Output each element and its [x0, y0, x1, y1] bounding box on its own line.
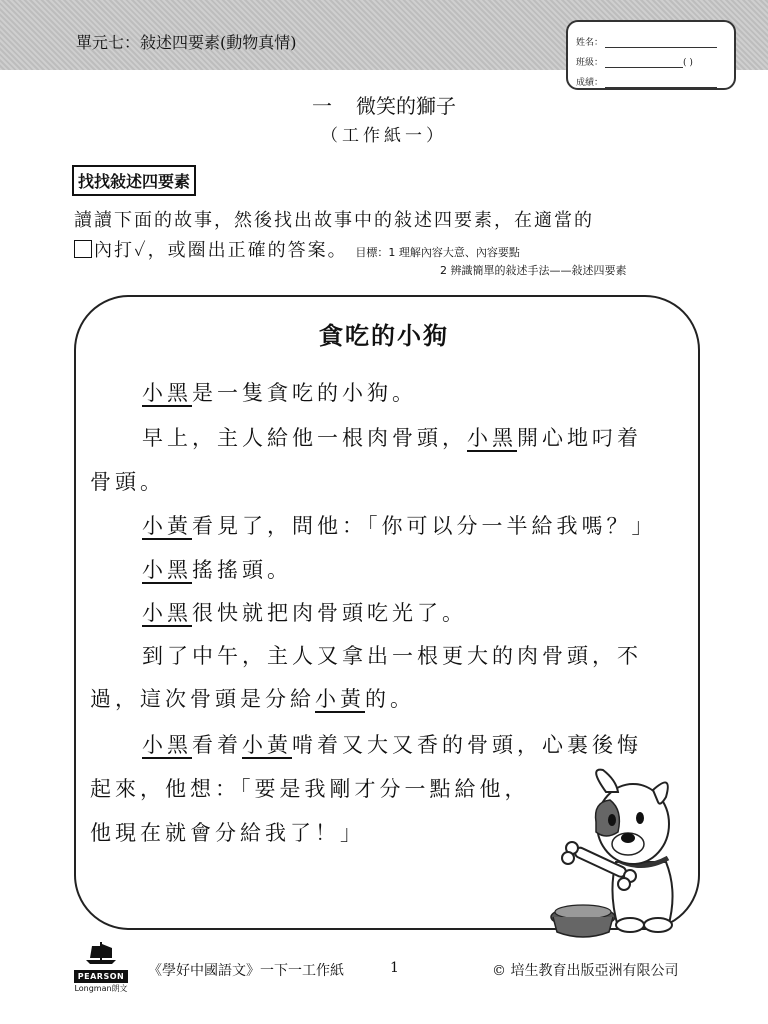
story-line-7: 到了中午，主人又拿出一根更大的肉骨頭，不 — [142, 644, 642, 668]
goal-1: 目標：1 理解內容大意、內容要點 — [355, 246, 520, 259]
story-text: 啃着又大又香的骨頭，心裏後悔 — [292, 733, 642, 757]
story-text: 搖搖頭。 — [192, 558, 292, 582]
name-field[interactable] — [605, 37, 717, 48]
page-number: 1 — [390, 960, 399, 976]
longman-wordmark: Longman朗文 — [74, 984, 128, 993]
lesson-number: 一 — [312, 94, 332, 118]
story-text: 早上，主人給他一根肉骨頭， — [142, 426, 467, 450]
lesson-name: 微笑的獅子 — [356, 94, 456, 118]
checkbox-icon — [74, 240, 92, 258]
score-field[interactable] — [605, 77, 717, 88]
instruction-line-2-text: 內打✓，或圈出正確的答案。 — [94, 240, 348, 261]
story-line-8 — [90, 683, 415, 713]
class-number-paren: ( ) — [683, 58, 693, 68]
story-line-11: 他現在就會分給我了！」 — [90, 821, 365, 845]
class-field[interactable] — [605, 57, 683, 68]
story-text: 看着 — [192, 733, 242, 757]
worksheet-label: （工作紙一） — [321, 126, 447, 146]
story-word: 小黑 — [142, 381, 192, 405]
name-label: 姓名： — [576, 38, 604, 48]
story-word: 小黑 — [142, 558, 192, 582]
story-text: 很快就把肉骨頭吃光了。 — [192, 601, 467, 625]
class-row — [576, 48, 726, 68]
story-line-9 — [142, 729, 642, 759]
story-text: 開心地叼着 — [517, 426, 642, 450]
name-row — [576, 28, 726, 48]
pearson-logo — [74, 940, 128, 994]
story-text: 的。 — [365, 687, 415, 711]
score-row — [576, 68, 726, 88]
score-label: 成績： — [576, 78, 604, 88]
book-title: 《學好中國語文》一下一工作紙 — [148, 963, 344, 979]
story-text: 過，這次骨頭是分給 — [90, 687, 315, 711]
story-text: 看見了，問他：「你可以分一半給我嗎？」 — [192, 514, 657, 538]
story-line-6 — [142, 597, 467, 627]
story-word: 小黃 — [142, 514, 192, 538]
dog-illustration — [548, 762, 688, 942]
story-line-5 — [142, 554, 292, 584]
unit-title: 單元七：敍述四要素(動物真情) — [76, 33, 297, 52]
student-info-box — [566, 20, 736, 90]
story-word: 小黑 — [467, 426, 517, 450]
story-line-3: 骨頭。 — [90, 470, 165, 494]
story-text: 是一隻貪吃的小狗。 — [192, 381, 417, 405]
copyright: © 培生教育出版亞洲有限公司 — [492, 963, 679, 979]
story-line-4 — [142, 510, 657, 540]
story-line-2 — [142, 422, 642, 452]
pearson-wordmark: PEARSON — [74, 970, 128, 983]
story-line-10: 起來，他想：「要是我剛才分一點給他， — [90, 777, 530, 801]
goal-2: 2 辨識簡單的敍述手法——敍述四要素 — [440, 264, 627, 277]
instruction-line-1: 讀讀下面的故事，然後找出故事中的敍述四要素，在適當的 — [74, 210, 594, 231]
story-title: 貪吃的小狗 — [319, 321, 449, 350]
lesson-title — [0, 90, 768, 119]
ship-icon — [74, 940, 128, 964]
story-word: 小黑 — [142, 601, 192, 625]
instruction-line-2 — [74, 236, 520, 262]
story-word: 小黃 — [315, 687, 365, 711]
story-word: 小黑 — [142, 733, 192, 757]
story-word: 小黃 — [242, 733, 292, 757]
section-label: 找找敍述四要素 — [72, 165, 196, 196]
class-label: 班級： — [576, 58, 604, 68]
story-line-1 — [142, 377, 417, 407]
